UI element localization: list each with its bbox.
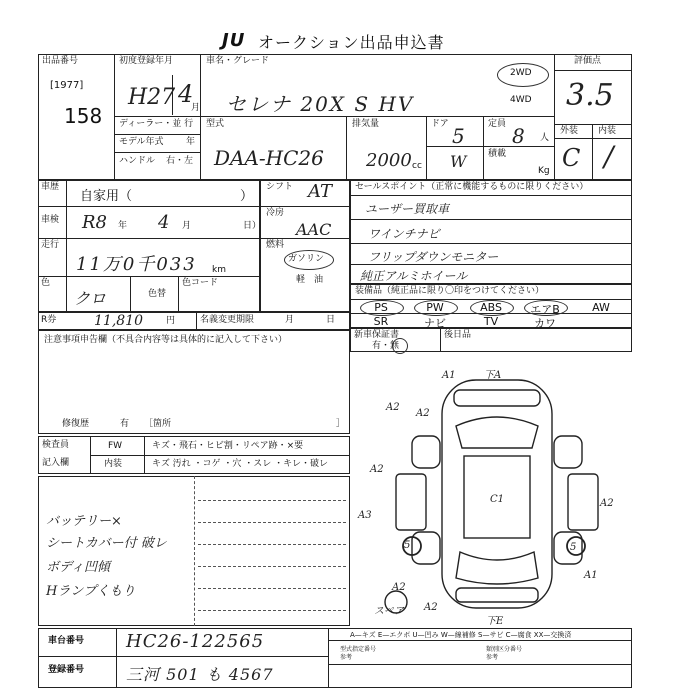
equipment-circle: [524, 300, 568, 316]
remark-line: [198, 610, 346, 611]
remark: バッテリー×: [46, 514, 122, 529]
remark: Hランプくもり: [46, 584, 136, 599]
drive-2wd: 2WD: [510, 68, 532, 78]
damage-mark: A1: [584, 570, 598, 581]
first-reg-label: 初度登録年月: [119, 56, 174, 66]
damage-mark: 下A: [484, 370, 502, 381]
form-title: オークション出品申込書: [258, 33, 445, 52]
equipment-circle: [414, 300, 458, 316]
usage: 自家用（: [80, 189, 133, 204]
first-reg-month: 4: [178, 80, 194, 108]
notes-label: 注意事項申告欄（不具合内容等は具体的に記入して下さい）: [44, 335, 288, 345]
grade-score: 3.5: [566, 78, 614, 113]
plate-number: 三河 501 も 4567: [126, 665, 274, 684]
damage-mark: A2: [416, 408, 430, 419]
damage-mark: A3: [358, 510, 372, 521]
damage-mark: 5: [570, 542, 577, 553]
selling-point: ワインチナビ: [368, 227, 440, 241]
equipment-option: カワ: [534, 317, 556, 330]
remark-line: [198, 522, 346, 523]
damage-mark: 下E: [486, 616, 504, 627]
remark-line: [198, 566, 346, 567]
shaken-year: R8: [82, 212, 108, 233]
remark-line: [198, 500, 346, 501]
damage-legend: A—キズ E—エクボ U—凹み W—線補修 S—サビ C—腐食 XX—交換済: [350, 631, 572, 639]
right-door-mirror: [568, 474, 598, 530]
remark-line: [198, 588, 346, 589]
mileage: 11万0千033: [76, 254, 197, 275]
grade-int: /: [604, 140, 614, 173]
shaken-month: 4: [158, 212, 170, 233]
recycle-amount: 11,810: [94, 313, 143, 329]
capacity: 8: [512, 124, 525, 148]
selling-point: 純正アルミホイール: [360, 269, 468, 283]
chassis-number: HC26-122565: [126, 631, 265, 652]
equipment-option: エアB: [530, 303, 560, 316]
rear-left-wheel: [412, 532, 440, 564]
equipment-option: TV: [483, 315, 499, 328]
equipment-circle: [470, 300, 514, 316]
selling-points-label: セールスポイント（正常に機能するものに限りください）: [355, 182, 589, 192]
damage-mark: A2: [386, 402, 400, 413]
entry-label: 出品番号: [42, 56, 79, 66]
drive-4wd: 4WD: [510, 95, 532, 105]
equipment-option: ABS: [480, 301, 502, 314]
damage-mark: A2: [424, 602, 438, 613]
color: クロ: [74, 289, 107, 308]
damage-mark: A2: [370, 464, 384, 475]
entry-number: 158: [64, 104, 103, 128]
rear-window: [456, 552, 538, 584]
front-left-wheel: [412, 436, 440, 468]
rear-bumper: [456, 588, 538, 602]
fuel: ガソリン: [288, 254, 325, 264]
equipment-option: AW: [592, 301, 610, 314]
vehicle-type: DAA-HC26: [214, 146, 324, 170]
remark: ボディ凹傾: [46, 560, 110, 575]
doors: 5: [452, 124, 465, 148]
name-label: 車名・グレード: [206, 56, 270, 66]
shift: AT: [308, 181, 333, 202]
damage-mark: C1: [490, 494, 505, 505]
equipment-option: ナビ: [424, 317, 446, 330]
windshield: [456, 417, 538, 448]
front-right-wheel: [554, 436, 582, 468]
remark: シートカバー付 破レ: [46, 536, 167, 551]
equipment-option: PS: [374, 301, 388, 314]
damage-mark: A2: [600, 498, 614, 509]
logo: JU: [222, 30, 246, 51]
equipment-option: SR: [373, 315, 389, 328]
ac: AAC: [296, 220, 332, 239]
damage-mark: A2: [392, 582, 406, 593]
front-bumper: [454, 390, 540, 406]
first-reg-year: H27: [128, 85, 176, 110]
remark-line: [198, 544, 346, 545]
car-diagram: [356, 356, 632, 628]
damage-mark: A1: [442, 370, 456, 381]
equipment-circle: [360, 300, 404, 316]
damage-mark: 5: [404, 540, 411, 551]
left-door-mirror: [396, 474, 426, 530]
selling-point: フリップダウンモニター: [368, 250, 499, 264]
grade-ext: C: [562, 144, 581, 172]
displacement: 2000: [366, 150, 412, 171]
entry-code: [1977]: [50, 80, 84, 91]
damage-mark: スペア: [374, 606, 404, 617]
selling-point: ユーザー買取車: [365, 202, 450, 216]
vehicle-name: セレナ 20X S HV: [226, 92, 415, 116]
equipment-option: PW: [426, 301, 444, 314]
